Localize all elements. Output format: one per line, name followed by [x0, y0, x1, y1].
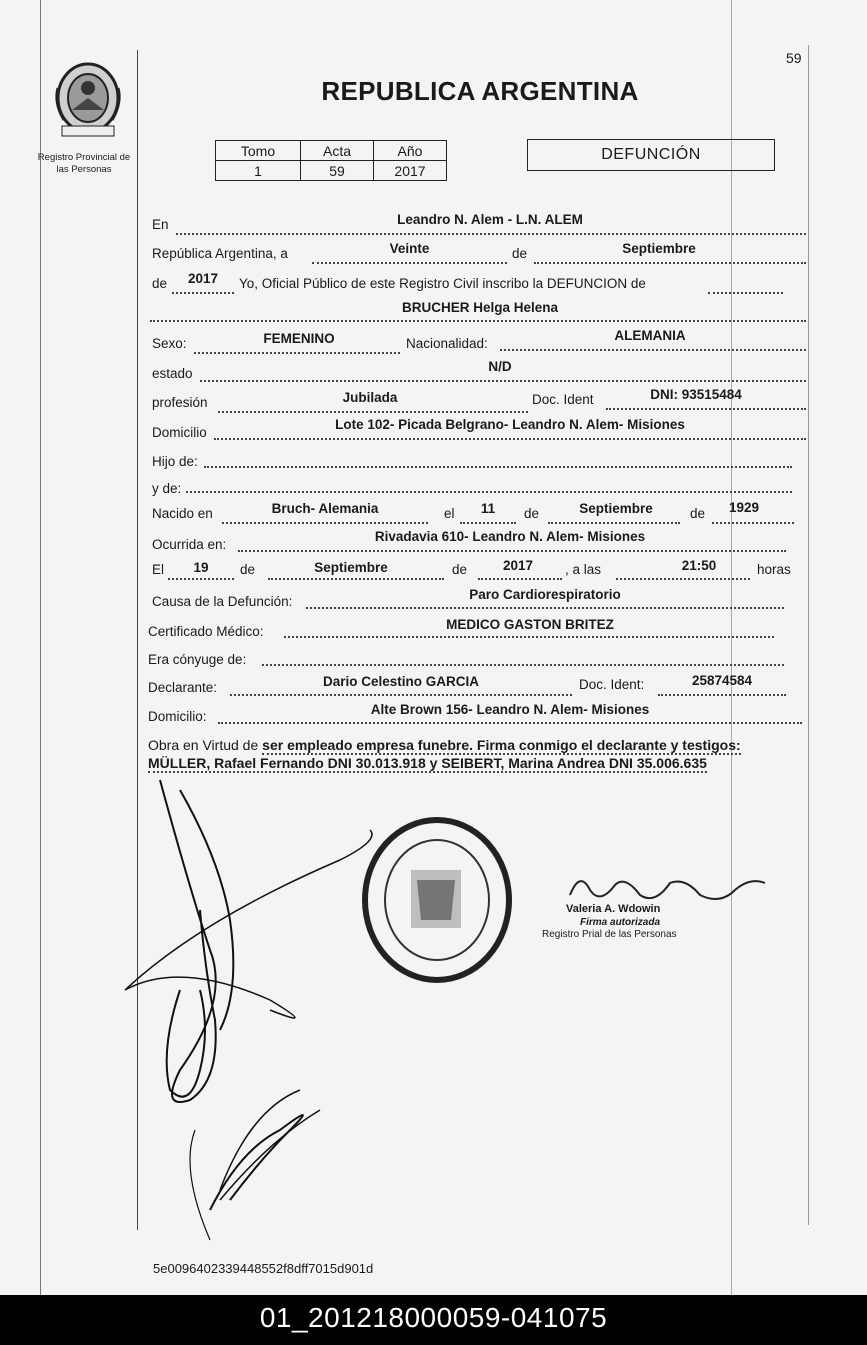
document-hash: 5e0096402339448552f8dff7015d901d	[153, 1261, 374, 1276]
obra-line-1	[148, 736, 808, 754]
alas-label: , a las	[565, 562, 602, 577]
statement-line	[708, 292, 783, 294]
register-table	[215, 140, 447, 181]
estado-line	[200, 380, 806, 382]
death-year-value: 2017	[502, 558, 534, 573]
nacido-line	[222, 522, 428, 524]
horas-label: horas	[757, 562, 791, 577]
birth-de1-label: de	[524, 506, 540, 521]
yde-line	[186, 491, 792, 493]
anio-value: 2017	[374, 161, 447, 181]
causa-line	[306, 607, 784, 609]
deceased-name-value: BRUCHER Helga Helena	[401, 300, 559, 315]
en-label: En	[152, 217, 169, 232]
birth-day-line	[460, 522, 516, 524]
profesion-label: profesión	[152, 395, 208, 410]
obra-paragraph	[148, 736, 808, 772]
nacionalidad-line	[500, 349, 806, 351]
certificado-label: Certificado Médico:	[148, 624, 264, 639]
month-line	[534, 262, 806, 264]
statement-text: Yo, Oficial Público de este Registro Civil inscribo la DEFUNCION de	[239, 276, 646, 291]
domicilio-value: Lote 102- Picada Belgrano- Leandro N. Alem- Misiones	[335, 417, 685, 432]
obra-text-1: ser empleado empresa funebre. Firma conmigo el declarante y testigos:	[262, 737, 741, 753]
nacido-label: Nacido en	[152, 506, 213, 521]
de-label: de	[512, 246, 528, 261]
en-value: Leandro N. Alem - L.N. ALEM	[397, 212, 583, 227]
anio-header: Año	[374, 141, 447, 161]
declarante-label: Declarante:	[148, 680, 218, 695]
declarante-line	[230, 694, 572, 696]
death-month-line	[268, 578, 444, 580]
officer-name: Valeria A. Wdowin	[566, 903, 661, 915]
hijo-line	[204, 466, 792, 468]
decl-domicilio-label: Domicilio:	[148, 709, 207, 724]
decl-domicilio-line	[218, 722, 802, 724]
declarante-value: Dario Celestino GARCIA	[322, 674, 480, 689]
acta-value: 59	[301, 161, 374, 181]
scan-id-footer: 01_201218000059-041075	[0, 1295, 867, 1345]
nacionalidad-label: Nacionalidad:	[406, 336, 488, 351]
doc-line	[606, 408, 806, 410]
page-number: 59	[786, 50, 802, 66]
officer-role-1: Firma autorizada	[580, 917, 661, 928]
tomo-header: Tomo	[216, 141, 301, 161]
year-prefix-label: de	[152, 276, 168, 291]
doc-label: Doc. Ident	[532, 392, 594, 407]
misiones-emblem	[50, 58, 126, 140]
month-value: Septiembre	[622, 241, 696, 256]
deceased-name-line	[150, 320, 806, 322]
death-day-value: 19	[193, 560, 209, 575]
death-el-label: El	[152, 562, 165, 577]
certificado-value: MEDICO GASTON BRITEZ	[446, 617, 614, 632]
death-month-value: Septiembre	[314, 560, 388, 575]
act-type-box: DEFUNCIÓN	[527, 139, 775, 171]
year-value: 2017	[187, 271, 219, 286]
death-day-line	[168, 578, 234, 580]
hijo-label: Hijo de:	[152, 454, 198, 469]
birth-month-line	[548, 522, 680, 524]
death-time-line	[616, 578, 750, 580]
year-line	[172, 292, 234, 294]
decl-domicilio-value: Alte Brown 156- Leandro N. Alem- Misiones	[370, 702, 650, 717]
death-year-line	[478, 578, 562, 580]
estado-label: estado	[152, 366, 193, 381]
decl-doc-label: Doc. Ident:	[579, 677, 645, 692]
office-line-1: Registro Provincial de	[37, 152, 131, 163]
yde-label: y de:	[152, 481, 182, 496]
tomo-value: 1	[216, 161, 301, 181]
birth-month-value: Septiembre	[579, 501, 653, 516]
death-de2-label: de	[452, 562, 468, 577]
birth-day-value: 11	[480, 501, 496, 516]
acta-header: Acta	[301, 141, 374, 161]
officer-signature-block	[540, 865, 780, 955]
ocurrida-line	[238, 550, 786, 552]
en-line	[176, 233, 806, 235]
obra-text-2: MÜLLER, Rafael Fernando DNI 30.013.918 y SEIBERT, Marina Andrea DNI 35.006.635	[148, 755, 707, 771]
decl-doc-line	[658, 694, 786, 696]
decl-doc-value: 25874584	[691, 673, 753, 688]
causa-label: Causa de la Defunción:	[152, 594, 293, 609]
death-time-value: 21:50	[681, 558, 717, 573]
document-title: REPUBLICA ARGENTINA	[321, 76, 639, 106]
domicilio-label: Domicilio	[152, 425, 207, 440]
officer-role-2: Registro Prial de las Personas	[542, 929, 677, 940]
day-words-line	[312, 262, 507, 264]
official-stamp	[355, 810, 520, 990]
doc-value: DNI: 93515484	[650, 387, 742, 402]
day-words-value: Veinte	[389, 241, 430, 256]
obra-prefix: Obra en Virtud de	[148, 737, 259, 753]
death-de1-label: de	[240, 562, 256, 577]
birth-el-label: el	[444, 506, 455, 521]
profesion-value: Jubilada	[342, 390, 398, 405]
nacionalidad-value: ALEMANIA	[614, 328, 686, 343]
causa-value: Paro Cardiorespiratorio	[469, 587, 621, 602]
sexo-label: Sexo:	[152, 336, 187, 351]
domicilio-line	[214, 438, 806, 440]
profesion-line	[218, 411, 528, 413]
office-line-2: las Personas	[56, 164, 112, 175]
birth-year-line	[712, 522, 794, 524]
certificado-line	[284, 636, 774, 638]
conyuge-line	[262, 664, 784, 666]
birth-year-value: 1929	[728, 500, 760, 515]
right-margin-line	[808, 45, 809, 1225]
registry-office-name	[28, 152, 140, 176]
nacido-value: Bruch- Alemania	[271, 501, 379, 516]
ocurrida-value: Rivadavia 610- Leandro N. Alem- Misiones	[374, 529, 646, 544]
republica-label: República Argentina, a	[152, 246, 288, 261]
fold-line	[731, 0, 732, 1295]
conyuge-label: Era cónyuge de:	[148, 652, 247, 667]
ocurrida-label: Ocurrida en:	[152, 537, 227, 552]
sexo-line	[194, 352, 400, 354]
left-margin-line	[40, 0, 41, 1295]
estado-value: N/D	[488, 359, 512, 374]
birth-de2-label: de	[690, 506, 706, 521]
sexo-value: FEMENINO	[263, 331, 335, 346]
